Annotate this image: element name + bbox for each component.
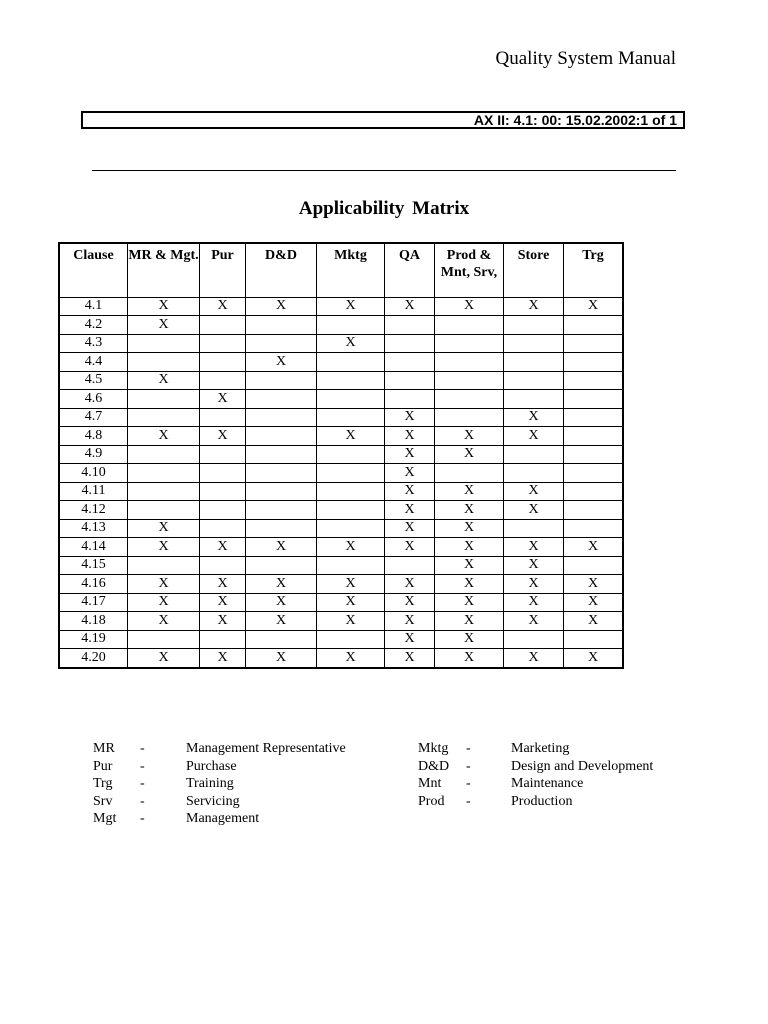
legend-item <box>418 775 653 793</box>
applicability-cell <box>317 556 385 575</box>
applicability-cell: X <box>385 427 435 446</box>
applicability-cell <box>564 390 624 409</box>
table-row <box>59 649 623 668</box>
clause-cell: 4.6 <box>59 390 128 409</box>
applicability-cell: X <box>385 464 435 483</box>
applicability-cell: X <box>564 538 624 557</box>
manual-title: Quality System Manual <box>495 48 676 69</box>
table-row <box>59 501 623 520</box>
table-row <box>59 575 623 594</box>
applicability-cell <box>564 371 624 390</box>
applicability-cell <box>504 316 564 335</box>
applicability-cell <box>504 630 564 649</box>
column-header: Store <box>504 243 564 297</box>
applicability-cell <box>504 519 564 538</box>
applicability-cell: X <box>435 649 504 668</box>
legend-meaning: Maintenance <box>511 776 584 792</box>
legend-meaning: Design and Development <box>511 758 654 774</box>
matrix-title: Applicability Matrix <box>298 198 470 219</box>
clause-cell: 4.7 <box>59 408 128 427</box>
table-row <box>59 371 623 390</box>
applicability-cell: X <box>504 649 564 668</box>
applicability-cell <box>128 556 200 575</box>
applicability-cell: X <box>435 556 504 575</box>
legend-abbreviation: Srv <box>93 793 113 809</box>
table-body <box>59 297 623 668</box>
applicability-cell: X <box>246 538 317 557</box>
applicability-cell <box>246 408 317 427</box>
applicability-cell: X <box>317 593 385 612</box>
clause-cell: 4.2 <box>59 316 128 335</box>
applicability-cell: X <box>128 538 200 557</box>
applicability-cell: X <box>128 297 200 316</box>
clause-cell: 4.9 <box>59 445 128 464</box>
column-header: D&D <box>246 243 317 297</box>
table-row <box>59 334 623 353</box>
applicability-cell <box>317 519 385 538</box>
column-header: Pur <box>200 243 246 297</box>
applicability-cell <box>385 556 435 575</box>
applicability-cell <box>385 371 435 390</box>
table-row <box>59 390 623 409</box>
applicability-cell: X <box>128 649 200 668</box>
legend-abbreviation: Mnt <box>418 776 442 792</box>
table-header-row <box>59 243 623 297</box>
legend-separator: - <box>140 776 145 792</box>
applicability-cell: X <box>504 556 564 575</box>
applicability-cell: X <box>317 575 385 594</box>
applicability-cell: X <box>435 630 504 649</box>
applicability-cell <box>317 464 385 483</box>
applicability-cell: X <box>385 538 435 557</box>
table-row <box>59 464 623 483</box>
applicability-cell: X <box>435 501 504 520</box>
applicability-cell <box>200 334 246 353</box>
column-header: QA <box>385 243 435 297</box>
applicability-cell <box>385 390 435 409</box>
legend-left-column <box>93 740 346 828</box>
legend-item <box>93 740 346 758</box>
applicability-cell <box>564 482 624 501</box>
clause-cell: 4.11 <box>59 482 128 501</box>
applicability-cell <box>564 445 624 464</box>
legend-item <box>93 775 346 793</box>
applicability-cell <box>246 556 317 575</box>
applicability-cell <box>317 445 385 464</box>
legend-separator: - <box>466 741 471 756</box>
applicability-cell: X <box>435 482 504 501</box>
document-reference: AX II: 4.1: 00: 15.02.2002:1 of 1 <box>81 111 685 129</box>
legend-abbreviation: MR <box>93 741 115 756</box>
table-row <box>59 427 623 446</box>
applicability-cell <box>200 445 246 464</box>
legend-separator: - <box>466 776 471 792</box>
applicability-cell <box>200 464 246 483</box>
table-row <box>59 482 623 501</box>
applicability-cell: X <box>564 575 624 594</box>
applicability-cell <box>317 316 385 335</box>
legend-item <box>93 758 346 776</box>
clause-cell: 4.15 <box>59 556 128 575</box>
clause-cell: 4.4 <box>59 353 128 372</box>
applicability-cell: X <box>385 297 435 316</box>
clause-cell: 4.3 <box>59 334 128 353</box>
applicability-cell: X <box>317 538 385 557</box>
applicability-cell <box>246 445 317 464</box>
applicability-cell <box>564 464 624 483</box>
table-row <box>59 445 623 464</box>
applicability-cell <box>128 630 200 649</box>
applicability-cell <box>246 427 317 446</box>
applicability-cell: X <box>435 445 504 464</box>
applicability-cell <box>317 501 385 520</box>
applicability-cell <box>128 501 200 520</box>
applicability-cell: X <box>385 612 435 631</box>
applicability-cell <box>317 408 385 427</box>
applicability-cell <box>200 630 246 649</box>
applicability-cell <box>435 353 504 372</box>
applicability-cell <box>564 316 624 335</box>
applicability-cell: X <box>385 408 435 427</box>
applicability-cell <box>246 334 317 353</box>
applicability-cell <box>200 556 246 575</box>
table-row <box>59 630 623 649</box>
applicability-cell: X <box>504 593 564 612</box>
applicability-cell: X <box>246 297 317 316</box>
table-row <box>59 612 623 631</box>
applicability-cell <box>564 334 624 353</box>
applicability-cell: X <box>246 649 317 668</box>
clause-cell: 4.14 <box>59 538 128 557</box>
clause-cell: 4.1 <box>59 297 128 316</box>
clause-cell: 4.20 <box>59 649 128 668</box>
applicability-cell: X <box>246 612 317 631</box>
clause-cell: 4.13 <box>59 519 128 538</box>
applicability-cell: X <box>435 593 504 612</box>
applicability-cell <box>128 390 200 409</box>
applicability-cell <box>246 630 317 649</box>
clause-cell: 4.12 <box>59 501 128 520</box>
legend-item <box>418 793 653 811</box>
applicability-cell: X <box>504 575 564 594</box>
applicability-cell: X <box>564 612 624 631</box>
column-header: MR & Mgt. <box>128 243 200 297</box>
applicability-cell: X <box>504 501 564 520</box>
applicability-cell <box>200 482 246 501</box>
legend-separator: - <box>140 741 145 756</box>
applicability-cell: X <box>385 445 435 464</box>
applicability-cell <box>504 353 564 372</box>
column-header: Mktg <box>317 243 385 297</box>
legend-meaning: Servicing <box>186 793 240 809</box>
table-row <box>59 538 623 557</box>
applicability-cell: X <box>317 427 385 446</box>
applicability-cell <box>317 371 385 390</box>
applicability-cell <box>128 445 200 464</box>
applicability-cell: X <box>385 649 435 668</box>
legend-meaning: Management Representative <box>186 741 346 756</box>
applicability-cell: X <box>385 630 435 649</box>
applicability-cell <box>435 408 504 427</box>
applicability-cell: X <box>317 334 385 353</box>
legend-item <box>418 740 653 758</box>
legend-separator: - <box>140 811 145 827</box>
applicability-cell: X <box>128 612 200 631</box>
applicability-cell: X <box>317 612 385 631</box>
table-row <box>59 408 623 427</box>
applicability-cell <box>385 334 435 353</box>
applicability-cell: X <box>504 482 564 501</box>
legend-separator: - <box>140 758 145 774</box>
applicability-cell: X <box>128 519 200 538</box>
legend-meaning: Purchase <box>186 758 237 774</box>
column-header: Prod & Mnt, Srv, <box>435 243 504 297</box>
applicability-cell: X <box>385 575 435 594</box>
applicability-cell: X <box>504 427 564 446</box>
applicability-cell <box>435 390 504 409</box>
applicability-cell <box>317 482 385 501</box>
legend-abbreviation: D&D <box>418 758 450 774</box>
applicability-cell: X <box>385 482 435 501</box>
applicability-cell: X <box>246 353 317 372</box>
applicability-cell <box>435 334 504 353</box>
applicability-cell <box>504 334 564 353</box>
legend-item <box>93 810 346 828</box>
column-header: Trg <box>564 243 624 297</box>
legend-abbreviation: Mgt <box>93 811 117 827</box>
legend-item <box>418 758 653 776</box>
applicability-cell <box>246 482 317 501</box>
applicability-cell <box>200 316 246 335</box>
applicability-cell: X <box>385 519 435 538</box>
applicability-cell: X <box>246 575 317 594</box>
table-row <box>59 519 623 538</box>
applicability-cell: X <box>435 612 504 631</box>
applicability-cell <box>128 482 200 501</box>
legend-separator: - <box>140 793 145 809</box>
applicability-cell <box>246 316 317 335</box>
applicability-cell <box>246 390 317 409</box>
applicability-cell <box>246 464 317 483</box>
table-row <box>59 353 623 372</box>
applicability-cell: X <box>200 427 246 446</box>
applicability-cell <box>504 390 564 409</box>
legend-meaning: Marketing <box>511 741 570 756</box>
applicability-cell: X <box>435 575 504 594</box>
applicability-cell: X <box>317 649 385 668</box>
legend-meaning: Management <box>186 811 260 827</box>
applicability-cell <box>200 519 246 538</box>
applicability-cell: X <box>504 297 564 316</box>
applicability-cell: X <box>200 593 246 612</box>
applicability-cell: X <box>564 649 624 668</box>
applicability-cell <box>564 556 624 575</box>
applicability-cell <box>504 371 564 390</box>
legend-meaning: Production <box>511 793 573 809</box>
legend-right-column <box>418 740 653 810</box>
applicability-cell <box>317 630 385 649</box>
legend-meaning: Training <box>186 776 234 792</box>
applicability-cell: X <box>435 297 504 316</box>
applicability-cell: X <box>200 538 246 557</box>
applicability-cell <box>200 353 246 372</box>
applicability-cell <box>435 464 504 483</box>
applicability-cell <box>564 408 624 427</box>
table-row <box>59 316 623 335</box>
applicability-cell: X <box>385 501 435 520</box>
applicability-cell: X <box>435 519 504 538</box>
applicability-cell: X <box>128 593 200 612</box>
clause-cell: 4.8 <box>59 427 128 446</box>
applicability-cell: X <box>200 575 246 594</box>
applicability-cell: X <box>128 575 200 594</box>
applicability-cell: X <box>435 538 504 557</box>
table-row <box>59 297 623 316</box>
applicability-cell <box>128 353 200 372</box>
applicability-cell: X <box>504 612 564 631</box>
applicability-cell <box>564 353 624 372</box>
applicability-cell <box>128 334 200 353</box>
applicability-cell <box>504 445 564 464</box>
clause-cell: 4.17 <box>59 593 128 612</box>
applicability-cell: X <box>128 316 200 335</box>
applicability-cell <box>435 316 504 335</box>
applicability-cell <box>564 501 624 520</box>
legend-abbreviation: Pur <box>93 758 113 774</box>
applicability-cell: X <box>435 427 504 446</box>
applicability-cell <box>200 408 246 427</box>
applicability-cell: X <box>200 390 246 409</box>
applicability-cell <box>385 353 435 372</box>
clause-cell: 4.16 <box>59 575 128 594</box>
applicability-cell <box>128 408 200 427</box>
applicability-cell <box>246 519 317 538</box>
applicability-cell: X <box>564 297 624 316</box>
applicability-cell <box>246 501 317 520</box>
applicability-cell <box>564 427 624 446</box>
applicability-cell: X <box>200 297 246 316</box>
applicability-cell <box>564 630 624 649</box>
applicability-cell <box>504 464 564 483</box>
header-divider <box>92 170 676 171</box>
applicability-cell: X <box>128 427 200 446</box>
applicability-cell <box>317 390 385 409</box>
applicability-cell <box>246 371 317 390</box>
legend-abbreviation: Trg <box>93 776 113 792</box>
legend-separator: - <box>466 793 471 809</box>
clause-cell: 4.10 <box>59 464 128 483</box>
applicability-cell: X <box>128 371 200 390</box>
applicability-cell: X <box>564 593 624 612</box>
legend-abbreviation: Prod <box>418 793 445 809</box>
applicability-matrix-table <box>58 242 624 669</box>
table-row <box>59 556 623 575</box>
legend-item <box>93 793 346 811</box>
applicability-cell <box>200 501 246 520</box>
applicability-cell: X <box>385 593 435 612</box>
legend-separator: - <box>466 758 471 774</box>
applicability-cell: X <box>200 612 246 631</box>
applicability-cell: X <box>504 408 564 427</box>
applicability-cell <box>317 353 385 372</box>
applicability-cell <box>564 519 624 538</box>
applicability-cell <box>200 371 246 390</box>
clause-cell: 4.18 <box>59 612 128 631</box>
column-header: Clause <box>59 243 128 297</box>
clause-cell: 4.5 <box>59 371 128 390</box>
applicability-cell <box>128 464 200 483</box>
legend-abbreviation: Mktg <box>418 741 449 756</box>
applicability-cell <box>385 316 435 335</box>
applicability-cell <box>435 371 504 390</box>
applicability-cell: X <box>246 593 317 612</box>
applicability-cell: X <box>200 649 246 668</box>
clause-cell: 4.19 <box>59 630 128 649</box>
applicability-cell: X <box>317 297 385 316</box>
table-row <box>59 593 623 612</box>
applicability-cell: X <box>504 538 564 557</box>
